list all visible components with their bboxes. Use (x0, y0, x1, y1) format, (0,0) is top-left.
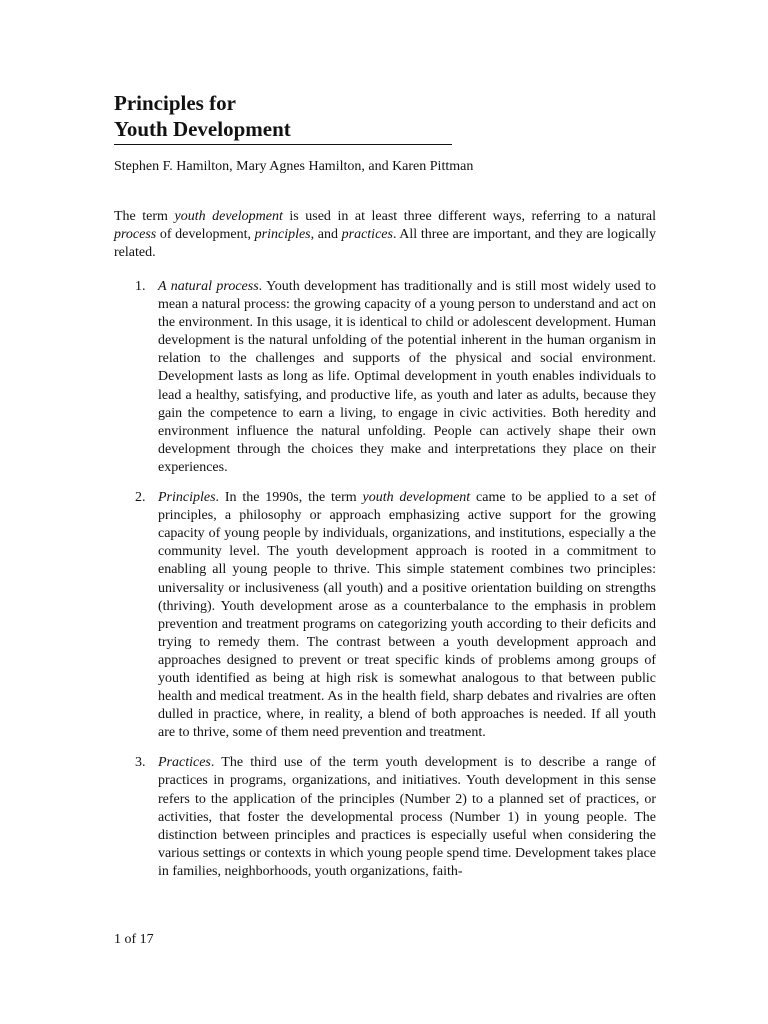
list-item-heading: Practices (158, 755, 211, 771)
page-number: 1 of 17 (114, 932, 154, 947)
page-title (114, 90, 452, 145)
intro-term-youth-development: youth development (174, 209, 283, 224)
intro-term-principles: principles (254, 227, 311, 242)
list-item-natural-process (114, 278, 656, 477)
list-item-text: . The third use of the term youth development is to describe a range of practices in programs, organizations, and initiatives. Youth development in this sense refers to the application of the principles (Number 2) to a planned set of practices, or activities, that foster the developmental process (Number 1) in young people. The distinction between principles and practices is especially useful when considering the various settings or contexts in which young people spend time. Development takes place in families, neighborhoods, youth organizations, faith- (158, 755, 656, 879)
intro-term-process: process (114, 227, 157, 242)
list-item-heading: A natural process (158, 279, 259, 294)
intro-paragraph: The term youth development is used in at least three different ways, referring to a natural process of development, principles, and practices. All three are important, and they are logically related. (114, 209, 657, 260)
intro-term-practices: practices (341, 227, 393, 242)
list-item-number: 1. (135, 279, 146, 294)
list-item-practices (114, 754, 656, 881)
list-item-term: youth development (362, 490, 471, 506)
authors-line: Stephen F. Hamilton, Mary Agnes Hamilton, and Karen Pittman (114, 159, 474, 174)
title-line-1: Principles for (114, 91, 236, 115)
list-item-text: came to be applied to a set of principles, a philosophy or approach emphasizing active support for the growing capacity of young people by individuals, organizations, and institutions, especially a the community level. The youth development approach is rooted in a commitment to enabling all young people to thrive. This simple statement combines two principles: universality or inclusiveness (all youth) and a positive orientation building on strengths (thriving). Youth development arose as a counterbalance to the emphasis in problem prevention and treatment programs on categorizing youth according to their deficits and trying to remedy them. The contrast between a youth development approach and approaches designed to prevent or treat specific kinds of problems among groups of youth identified as being at high risk is somewhat analogous to that between public health and medical treatment. As in the health field, sharp debates and rivalries are often dulled in practice, where, in reality, a blend of both approaches is needed. If all youth are to thrive, some of them need prevention and treatment. (158, 490, 656, 741)
list-item-number: 3. (135, 755, 146, 771)
title-line-2: Youth Development (114, 117, 291, 141)
list-item-principles (114, 489, 656, 742)
numbered-list (114, 278, 656, 881)
list-item-text: . In the 1990s, the term (215, 490, 363, 506)
list-item-text: . Youth development has traditionally and is still most widely used to mean a natural process: the growing capacity of a young person to understand and act on the environment. In this usage, it is identical to child or adolescent development. Human development is the natural unfolding of the potential inherent in the human organism in relation to the challenges and supports of the physical and social environment. Development lasts as long as life. Optimal development in youth enables individuals to lead a healthy, satisfying, and productive life, as youth and later as adults, because they gain the competence to earn a living, to engage in civic activities. Both heredity and environment influence the natural unfolding. People can actively shape their own development through the choices they make and interpretations they place on their experiences. (158, 279, 656, 475)
list-item-heading: Principles (158, 490, 216, 506)
list-item-number: 2. (135, 490, 146, 506)
